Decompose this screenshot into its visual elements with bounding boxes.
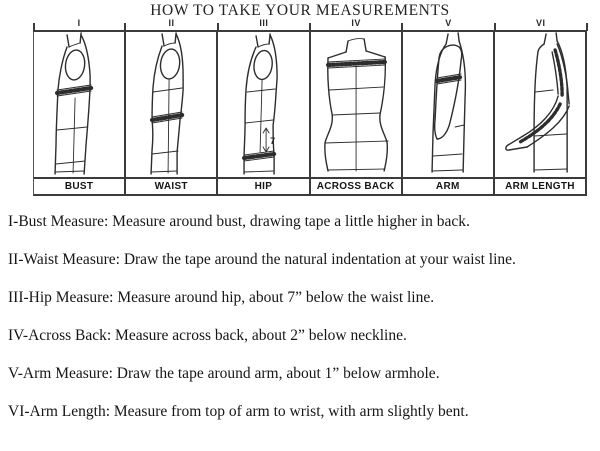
page-title: HOW TO TAKE YOUR MEASUREMENTS xyxy=(150,2,450,19)
figure-waist xyxy=(126,32,216,177)
panel-hip xyxy=(218,32,310,177)
figures-row xyxy=(33,32,587,177)
instruction-across-back: IV-Across Back: Measure across back, about 2” below neckline. xyxy=(8,327,407,344)
hip-annotation-7: 7 xyxy=(270,136,276,146)
figure-arm xyxy=(403,32,493,177)
measurement-diagram xyxy=(33,16,587,196)
panel-numerals-row xyxy=(33,16,587,32)
panel-numeral-3: III xyxy=(218,16,310,30)
instruction-waist: II-Waist Measure: Draw the tape around the natural indentation at your waist line. xyxy=(8,251,516,268)
panel-labels-row xyxy=(33,177,587,196)
instruction-hip: III-Hip Measure: Measure around hip, about 7” below the waist line. xyxy=(8,289,435,306)
panel-arm xyxy=(403,32,495,177)
figure-across-back xyxy=(311,32,401,177)
panel-numeral-6: VI xyxy=(495,16,587,30)
figure-arm-length xyxy=(495,32,585,177)
panel-label-arm-length: ARM LENGTH xyxy=(505,181,575,192)
figure-hip xyxy=(218,32,308,177)
panel-bust xyxy=(34,32,126,177)
figure-bust xyxy=(34,32,124,177)
panel-across-back xyxy=(311,32,403,177)
instructions-list xyxy=(8,214,594,442)
panel-numeral-4: IV xyxy=(310,16,402,30)
panel-label-arm: ARM xyxy=(403,179,495,194)
instruction-arm: V-Arm Measure: Draw the tape around arm, about 1” below armhole. xyxy=(8,365,440,382)
instruction-arm-length: VI-Arm Length: Measure from top of arm to wrist, with arm slightly bent. xyxy=(8,403,469,420)
panel-label-across-back: ACROSS BACK xyxy=(311,179,403,194)
panel-numeral-1: I xyxy=(33,16,125,30)
panel-label-waist: WAIST xyxy=(126,179,218,194)
panel-numeral-2: II xyxy=(125,16,217,30)
panel-waist xyxy=(126,32,218,177)
instruction-bust: I-Bust Measure: Measure around bust, drawing tape a little higher in back. xyxy=(8,213,470,230)
panel-label-hip: HIP xyxy=(218,179,310,194)
panel-label-bust: BUST xyxy=(34,179,126,194)
panel-numeral-5: V xyxy=(402,16,494,30)
panel-arm-length xyxy=(495,32,585,177)
